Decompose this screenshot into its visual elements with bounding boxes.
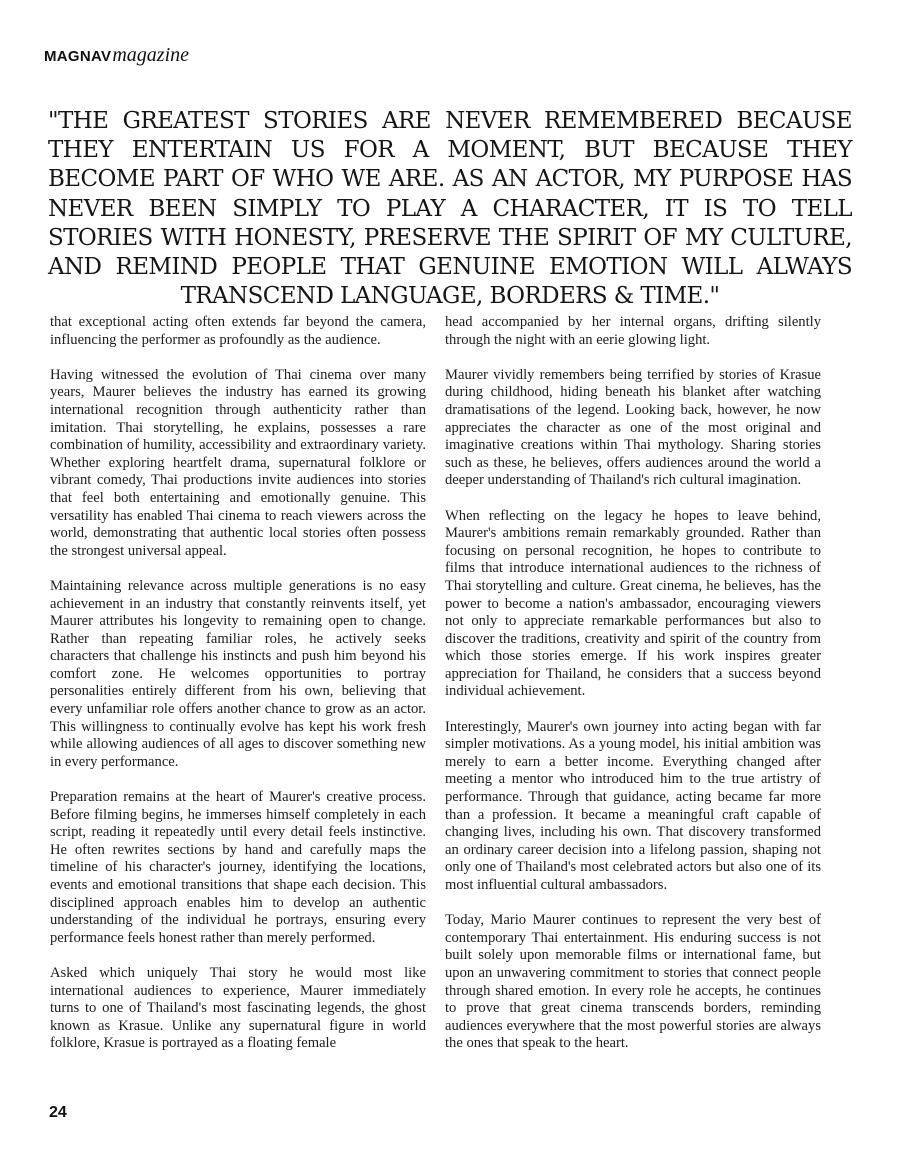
masthead-brand: MAGNAV [44,48,112,65]
paragraph: Maurer vividly remembers being terrified by stories of Krasue during childhood, hiding beneath his blanket after watching dramatisations of the legend. Looking back, however, he now appreciates the character as one of the most original and imaginative creations within Thai mythology. Sharing stories such as these, he believes, offers audiences around the world a deeper understanding of Thailand's rich cultural imagination. [445,366,821,489]
masthead-word: magazine [112,44,190,66]
paragraph: Asked which uniquely Thai story he would most like international audiences to experience, Maurer immediately turns to one of Thailand's most fascinating legends, the ghost known as Krasue. Unlike any supernatural figure in world folklore, Krasue is portrayed as a floating female [50,964,426,1052]
right-column [445,314,821,1096]
paragraph: Interestingly, Maurer's own journey into acting began with far simpler motivations. As a young model, his initial ambition was merely to earn a better income. Everything changed after meeting a mentor who introduced him to the true artistry of performance. Through that guidance, acting became far more than a profession. It became a meaningful craft capable of changing lives, including his own. That discovery transformed an ordinary career decision into a lifelong passion, shaping not only one of Thailand's most celebrated actors but also one of its most influential cultural ambassadors. [445,718,821,893]
paragraph: When reflecting on the legacy he hopes to leave behind, Maurer's ambitions remain remarkably grounded. Rather than focusing on personal recognition, he hopes to contribute to films that introduce international audiences to the richness of Thai storytelling and culture. Great cinema, he believes, has the power to become a nation's ambassador, encouraging viewers not only to appreciate remarkable performances but also to discover the traditions, creativity and spirit of the country from which those stories emerge. If his work inspires greater appreciation for Thailand, he considers that a success beyond individual achievement. [445,507,821,700]
paragraph: Today, Mario Maurer continues to represent the very best of contemporary Thai entertainment. His enduring success is not built solely upon memorable films or international fame, but upon an unwavering commitment to stories that connect people through shared emotion. In every role he accepts, he continues to prove that great cinema transcends borders, reminding audiences everywhere that the most powerful stories are always the ones that speak to the heart. [445,912,821,1052]
paragraph: Preparation remains at the heart of Maurer's creative process. Before filming begins, he immerses himself completely in each script, reading it repeatedly until every detail feels instinctive. He often rewrites sections by hand and carefully maps the timeline of his character's journey, identifying the locations, events and emotional transitions that shape each decision. This disciplined approach enables him to develop an authentic understanding of the individual he portrays, ensuring every performance feels honest rather than merely performed. [50,789,426,946]
paragraph: that exceptional acting often extends far beyond the camera, influencing the performer as profoundly as the audience. [50,314,426,348]
masthead [44,44,189,70]
left-column [50,314,426,1096]
paragraph: Maintaining relevance across multiple generations is no easy achievement in an industry that constantly reinvents itself, yet Maurer attributes his longevity to remaining open to change. Rather than repeating familiar roles, he actively seeks characters that challenge his instincts and push him beyond his comfort zone. He welcomes opportunities to portray personalities entirely different from his own, believing that every unfamiliar role offers another chance to grow as an actor. This willingness to continually evolve has kept his work fresh while allowing audiences of all ages to discover something new in every performance. [50,577,426,770]
paragraph: head accompanied by her internal organs, drifting silently through the night with an eerie glowing light. [445,314,821,348]
paragraph: Having witnessed the evolution of Thai cinema over many years, Maurer believes the industry has earned its growing international recognition through authenticity rather than imitation. Thai storytelling, he explains, possesses a rare combination of humility, accessibility and extraordinary variety. Whether exploring heartfelt drama, supernatural folklore or vibrant comedy, Thai productions invite audiences into stories that feel both entertaining and emotionally genuine. This versatility has enabled Thai cinema to reach viewers across the world, demonstrating that authentic local stories often possess the strongest universal appeal. [50,366,426,559]
article-body [50,314,821,1096]
pull-quote: "THE GREATEST STORIES ARE NEVER REMEMBERED BECAUSE THEY ENTERTAIN US FOR A MOMENT, BUT BECAUSE THEY BECOME PART OF WHO WE ARE. AS AN ACTOR, MY PURPOSE HAS NEVER BEEN SIMPLY TO PLAY A CHARACTER, IT IS TO TELL STORIES WITH HONESTY, PRESERVE THE SPIRIT OF MY CULTURE, AND REMIND PEOPLE THAT GENUINE EMOTION WILL ALWAYS TRANSCEND LANGUAGE, BORDERS & TIME." [48,108,852,310]
page-number: 24 [49,1104,67,1121]
